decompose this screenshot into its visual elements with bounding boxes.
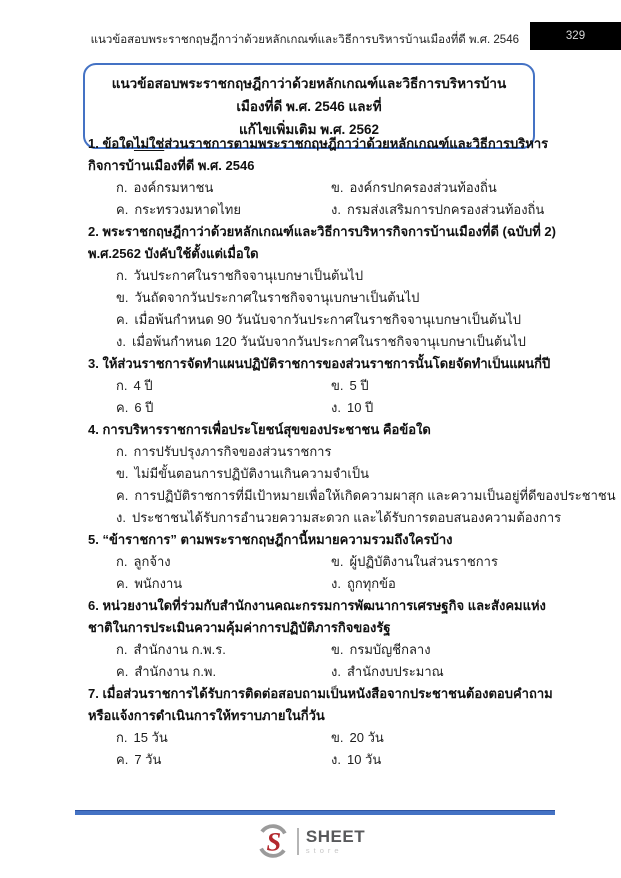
question-6-text bbox=[88, 595, 560, 639]
question-5-options bbox=[88, 551, 560, 595]
option-label: ข. bbox=[331, 554, 344, 569]
option-text: สำนักงาน ก.พ.ร. bbox=[133, 642, 226, 657]
option-text: วันถัดจากวันประกาศในราชกิจจานุเบกษาเป็นต้นไป bbox=[134, 290, 420, 305]
option-ko bbox=[116, 551, 331, 573]
option-label: ค. bbox=[116, 400, 129, 415]
question-number: 1. bbox=[88, 136, 99, 151]
question-text-post: ส่วนราชการตามพระราชกฤษฎีกาว่าด้วยหลักเกณฑ์และวิธีการบริหารกิจการบ้านเมืองที่ดี พ.ศ. 2546 bbox=[88, 136, 549, 173]
question-2 bbox=[88, 221, 560, 353]
option-kho bbox=[331, 375, 560, 397]
option-text: 10 ปี bbox=[346, 400, 374, 415]
questions-list bbox=[88, 133, 616, 771]
option-label: ค. bbox=[116, 576, 129, 591]
question-number: 2. bbox=[88, 224, 99, 239]
option-text: สำนักงาน ก.พ. bbox=[134, 664, 217, 679]
option-ngo bbox=[331, 749, 560, 771]
question-text: “ข้าราชการ” ตามพระราชกฤษฎีกานี้หมายความรวมถึงใครบ้าง bbox=[102, 532, 453, 547]
option-ko bbox=[116, 441, 560, 463]
question-number: 4. bbox=[88, 422, 99, 437]
option-kh bbox=[116, 199, 331, 221]
option-ngo bbox=[331, 199, 560, 221]
option-label: ง. bbox=[331, 752, 341, 767]
option-ko bbox=[116, 375, 331, 397]
option-kh bbox=[116, 397, 331, 419]
option-ngo bbox=[331, 573, 560, 595]
question-text: ให้ส่วนราชการจัดทำแผนปฏิบัติราชการของส่วนราชการนั้นโดยจัดทำเป็นแผนกี่ปี bbox=[102, 356, 551, 371]
question-text-underlined: ไม่ใช่ bbox=[133, 136, 165, 151]
option-ko bbox=[116, 727, 331, 749]
option-kho bbox=[116, 463, 560, 485]
option-label: ข. bbox=[116, 290, 129, 305]
option-label: ค. bbox=[116, 312, 129, 327]
question-2-text bbox=[88, 221, 560, 265]
option-kho bbox=[116, 287, 560, 309]
question-text: การบริหารราชการเพื่อประโยชน์สุขของประชาชน คือข้อใด bbox=[102, 422, 431, 437]
question-number: 6. bbox=[88, 598, 99, 613]
option-ngo bbox=[116, 507, 560, 529]
option-text: ประชาชนได้รับการอำนวยความสะดวก และได้รับการตอบสนองความต้องการ bbox=[131, 510, 562, 525]
option-kho bbox=[331, 639, 560, 661]
title-box-line1: แนวข้อสอบพระราชกฤษฎีกาว่าด้วยหลักเกณฑ์และวิธีการบริหารบ้านเมืองที่ดี พ.ศ. 2546 และที่ bbox=[111, 76, 507, 114]
option-text: กรมส่งเสริมการปกครองส่วนท้องถิ่น bbox=[346, 202, 545, 217]
option-text: 20 วัน bbox=[349, 730, 384, 745]
option-text: กระทรวงมหาดไทย bbox=[134, 202, 241, 217]
question-3 bbox=[88, 353, 560, 419]
option-text: วันประกาศในราชกิจจานุเบกษาเป็นต้นไป bbox=[133, 268, 364, 283]
question-7 bbox=[88, 683, 560, 771]
question-text: เมื่อส่วนราชการได้รับการติดต่อสอบถามเป็นหนังสือจากประชาชนต้องตอบคำถามหรือแจ้งการดำเนินการให้ทราบภายในกี่วัน bbox=[88, 686, 553, 723]
option-text: เมื่อพ้นกำหนด 90 วันนับจากวันประกาศในราชกิจจานุเบกษาเป็นต้นไป bbox=[134, 312, 522, 327]
title-box-line2: แก้ไขเพิ่มเติม พ.ศ. 2562 bbox=[238, 122, 380, 137]
option-text: การปรับปรุงภารกิจของส่วนราชการ bbox=[133, 444, 332, 459]
page-number-badge: 329 bbox=[530, 22, 621, 50]
option-label: ค. bbox=[116, 664, 129, 679]
option-label: ค. bbox=[116, 202, 129, 217]
option-kh bbox=[116, 573, 331, 595]
question-3-text bbox=[88, 353, 560, 375]
question-2-options bbox=[88, 265, 560, 353]
question-number: 3. bbox=[88, 356, 99, 371]
option-label: ง. bbox=[331, 664, 341, 679]
option-text: พนักงาน bbox=[134, 576, 183, 591]
option-text: สำนักงบประมาณ bbox=[346, 664, 444, 679]
option-kho bbox=[331, 727, 560, 749]
option-text: ผู้ปฏิบัติงานในส่วนราชการ bbox=[349, 554, 498, 569]
logo-wordmark bbox=[306, 828, 365, 855]
question-4-text bbox=[88, 419, 560, 441]
option-label: ข. bbox=[331, 180, 344, 195]
option-text: 10 วัน bbox=[346, 752, 382, 767]
option-kho bbox=[331, 551, 560, 573]
option-text: การปฏิบัติราชการที่มีเป้าหมายเพื่อให้เกิดความผาสุก และความเป็นอยู่ที่ดีของประชาชน bbox=[134, 488, 616, 503]
option-label: ก. bbox=[116, 554, 128, 569]
option-label: ข. bbox=[331, 730, 344, 745]
option-label: ก. bbox=[116, 642, 128, 657]
option-text: องค์กรมหาชน bbox=[133, 180, 214, 195]
logo-letter: S bbox=[266, 827, 282, 857]
question-7-options bbox=[88, 727, 560, 771]
option-ko bbox=[116, 639, 331, 661]
option-label: ค. bbox=[116, 488, 129, 503]
option-text: 4 ปี bbox=[133, 378, 153, 393]
option-kh bbox=[116, 661, 331, 683]
sheet-store-logo bbox=[0, 824, 621, 858]
option-ko bbox=[116, 265, 560, 287]
option-ngo bbox=[331, 661, 560, 683]
question-7-text bbox=[88, 683, 560, 727]
option-label: ก. bbox=[116, 730, 128, 745]
option-label: ก. bbox=[116, 444, 128, 459]
question-1-text bbox=[88, 133, 560, 177]
option-text: 5 ปี bbox=[349, 378, 369, 393]
header-title: แนวข้อสอบพระราชกฤษฎีกาว่าด้วยหลักเกณฑ์และวิธีการบริหารบ้านเมืองที่ดี พ.ศ. 2546 bbox=[90, 34, 519, 46]
option-ngo bbox=[116, 331, 560, 353]
sheet-logo-s-icon bbox=[256, 824, 290, 858]
option-label: ก. bbox=[116, 268, 128, 283]
question-5 bbox=[88, 529, 560, 595]
option-kho bbox=[331, 177, 560, 199]
question-4 bbox=[88, 419, 616, 529]
option-label: ค. bbox=[116, 752, 129, 767]
question-5-text bbox=[88, 529, 560, 551]
option-label: ง. bbox=[331, 576, 341, 591]
logo-text: SHEET bbox=[305, 826, 366, 846]
option-label: ก. bbox=[116, 180, 128, 195]
option-label: ง. bbox=[331, 400, 341, 415]
option-text: ถูกทุกข้อ bbox=[346, 576, 396, 591]
question-6 bbox=[88, 595, 560, 683]
logo-divider bbox=[297, 828, 299, 855]
question-number: 5. bbox=[88, 532, 99, 547]
option-label: ง. bbox=[331, 202, 341, 217]
option-label: ข. bbox=[116, 466, 129, 481]
option-kh bbox=[116, 309, 560, 331]
question-6-options bbox=[88, 639, 560, 683]
option-text: 6 ปี bbox=[134, 400, 154, 415]
question-1 bbox=[88, 133, 560, 221]
option-kh bbox=[116, 749, 331, 771]
question-text: พระราชกฤษฎีกาว่าด้วยหลักเกณฑ์และวิธีการบริหารกิจการบ้านเมืองที่ดี (ฉบับที่ 2) พ.ศ.2562 บังคับใช้ตั้งแต่เมื่อใด bbox=[88, 224, 556, 261]
option-kh bbox=[116, 485, 616, 507]
question-text: หน่วยงานใดที่ร่วมกับสำนักงานคณะกรรมการพัฒนาการเศรษฐกิจ และสังคมแห่งชาติในการประเมินความคุ้มค่าการปฏิบัติภารกิจของรัฐ bbox=[88, 598, 546, 635]
option-label: ข. bbox=[331, 642, 344, 657]
footer-divider bbox=[75, 810, 555, 815]
question-1-options bbox=[88, 177, 560, 221]
option-ko bbox=[116, 177, 331, 199]
question-4-options bbox=[88, 441, 616, 529]
question-number: 7. bbox=[88, 686, 99, 701]
option-text: กรมบัญชีกลาง bbox=[349, 642, 431, 657]
option-ngo bbox=[331, 397, 560, 419]
option-text: 7 วัน bbox=[134, 752, 162, 767]
option-text: 15 วัน bbox=[133, 730, 168, 745]
option-label: ก. bbox=[116, 378, 128, 393]
option-label: ข. bbox=[331, 378, 344, 393]
logo-subtext: store bbox=[305, 845, 343, 855]
option-text: ลูกจ้าง bbox=[133, 554, 171, 569]
option-label: ง. bbox=[116, 334, 126, 349]
option-text: ไม่มีขั้นตอนการปฏิบัติงานเกินความจำเป็น bbox=[134, 466, 370, 481]
option-text: เมื่อพ้นกำหนด 120 วันนับจากวันประกาศในราชกิจจานุเบกษาเป็นต้นไป bbox=[131, 334, 526, 349]
option-text: องค์กรปกครองส่วนท้องถิ่น bbox=[349, 180, 497, 195]
option-label: ง. bbox=[116, 510, 126, 525]
question-text-pre: ข้อใด bbox=[102, 136, 134, 151]
question-3-options bbox=[88, 375, 560, 419]
